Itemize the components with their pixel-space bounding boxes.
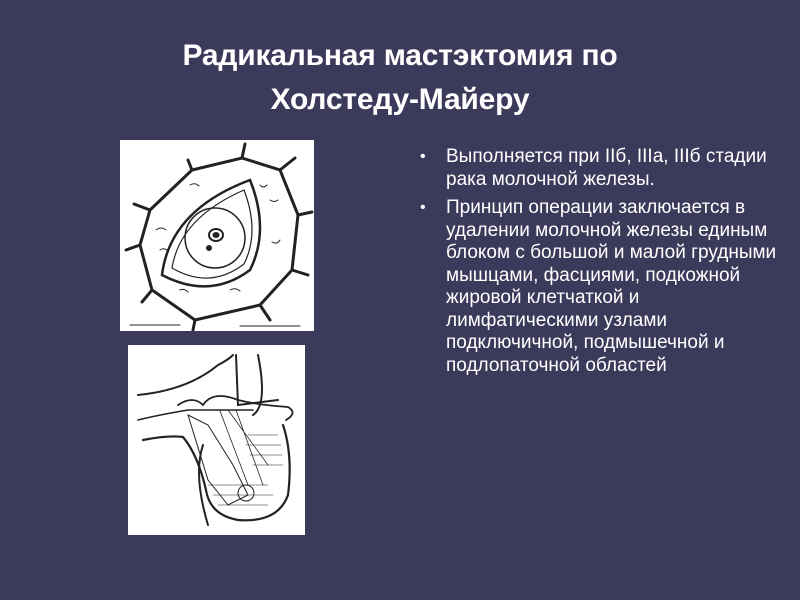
bullet-list	[418, 146, 778, 383]
incision-diagram-drawing	[120, 140, 314, 331]
bullet-item	[418, 146, 778, 191]
slide-title-line-1: Радикальная мастэктомия по	[182, 39, 618, 72]
bullet-text: Выполняется при IIб, IIIа, IIIб стадии рака молочной железы.	[446, 146, 767, 190]
slide-title-line-2: Холстеду-Майеру	[270, 83, 530, 116]
pectoral-diagram-drawing	[128, 345, 305, 535]
bullet-marker: •	[420, 199, 426, 216]
bullet-item	[418, 197, 778, 377]
bullet-marker: •	[420, 148, 426, 165]
slide-title	[0, 34, 800, 122]
mastectomy-incision-diagram	[120, 140, 314, 331]
bullet-text: Принцип операции заключается в удалении молочной железы единым блоком с большой и малой грудными мышцами, фасциями, подкожной жировой клетчаткой и лимфатическими узлами подключичной, подмышечной и подлопаточной областей	[446, 197, 777, 376]
pectoral-muscles-diagram	[128, 345, 305, 535]
